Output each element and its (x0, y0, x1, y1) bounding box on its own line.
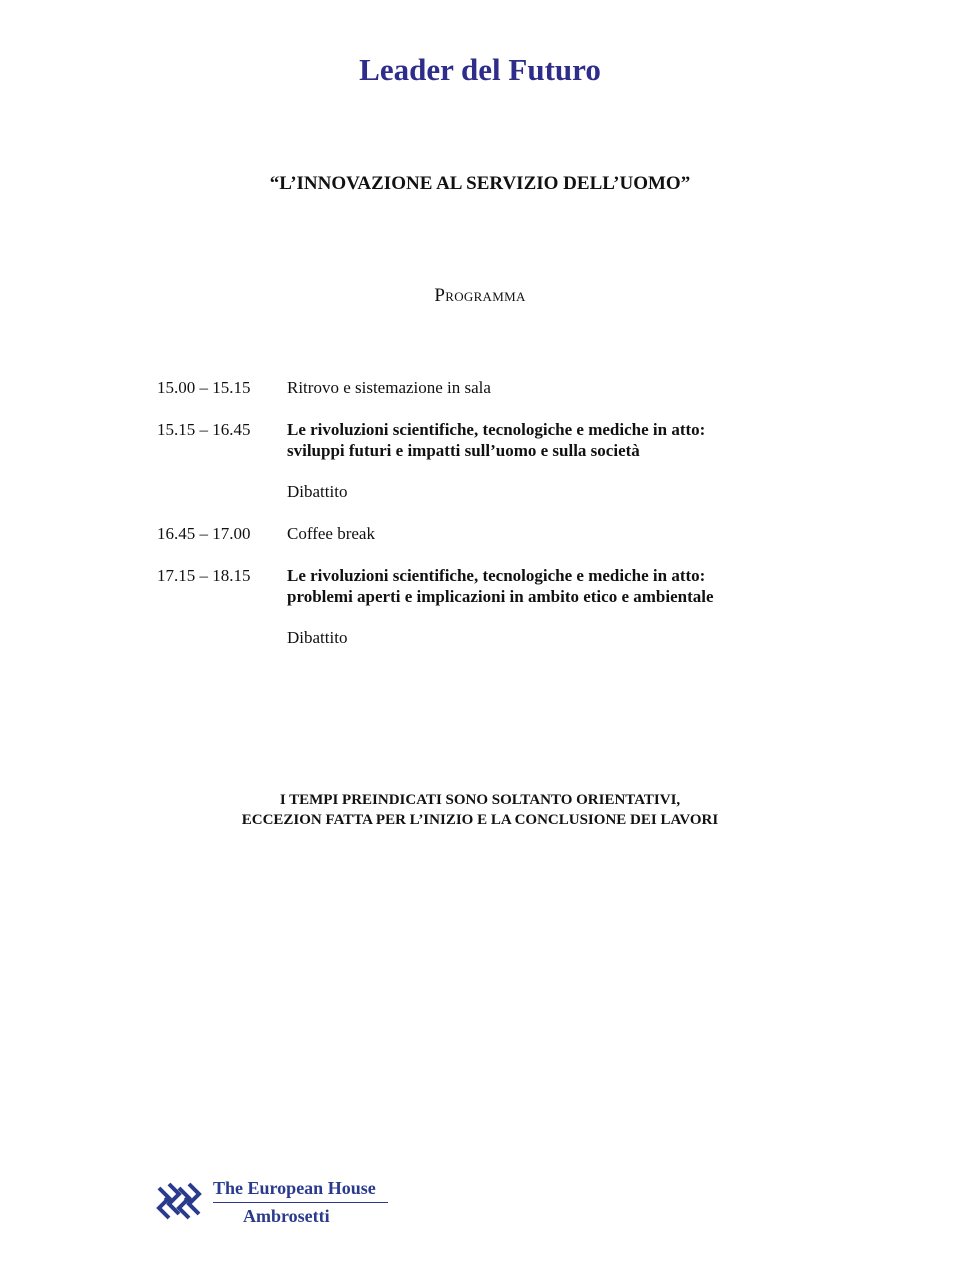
schedule-description: Le rivoluzioni scientifiche, tecnologiche e mediche in atto: (287, 420, 706, 439)
notice-line: I TEMPI PREINDICATI SONO SOLTANTO ORIENTATIVI, (279, 792, 681, 808)
schedule-time: 15.15 – 16.45 (157, 420, 251, 439)
schedule-description: Ritrovo e sistemazione in sala (287, 378, 491, 397)
schedule-note: Dibattito (287, 628, 348, 647)
schedule-time: 15.00 – 15.15 (157, 378, 251, 397)
logo-divider (213, 1202, 388, 1203)
schedule-note: Dibattito (287, 482, 348, 501)
timing-notice (0, 790, 960, 830)
schedule-time: 17.15 – 18.15 (157, 566, 251, 585)
event-subtitle: “L’INNOVAZIONE AL SERVIZIO DELL’UOMO” (269, 173, 691, 194)
section-heading: Programma (434, 285, 526, 306)
schedule-time: 16.45 – 17.00 (157, 524, 251, 543)
page-title: Leader del Futuro (359, 52, 601, 87)
schedule-description: problemi aperti e implicazioni in ambito etico e ambientale (287, 587, 714, 606)
logo-text-line1: The European House (213, 1178, 376, 1198)
schedule-description: Coffee break (287, 524, 375, 543)
notice-line: ECCEZION FATTA PER L’INIZIO E LA CONCLUSIONE DEI LAVORI (241, 812, 719, 828)
ambrosetti-logo-icon (155, 1180, 207, 1224)
schedule-description: sviluppi futuri e impatti sull’uomo e sulla società (287, 441, 640, 460)
schedule-description: Le rivoluzioni scientifiche, tecnologiche e mediche in atto: (287, 566, 706, 585)
ambrosetti-logo (155, 1178, 395, 1228)
logo-text-line2: Ambrosetti (243, 1206, 330, 1226)
